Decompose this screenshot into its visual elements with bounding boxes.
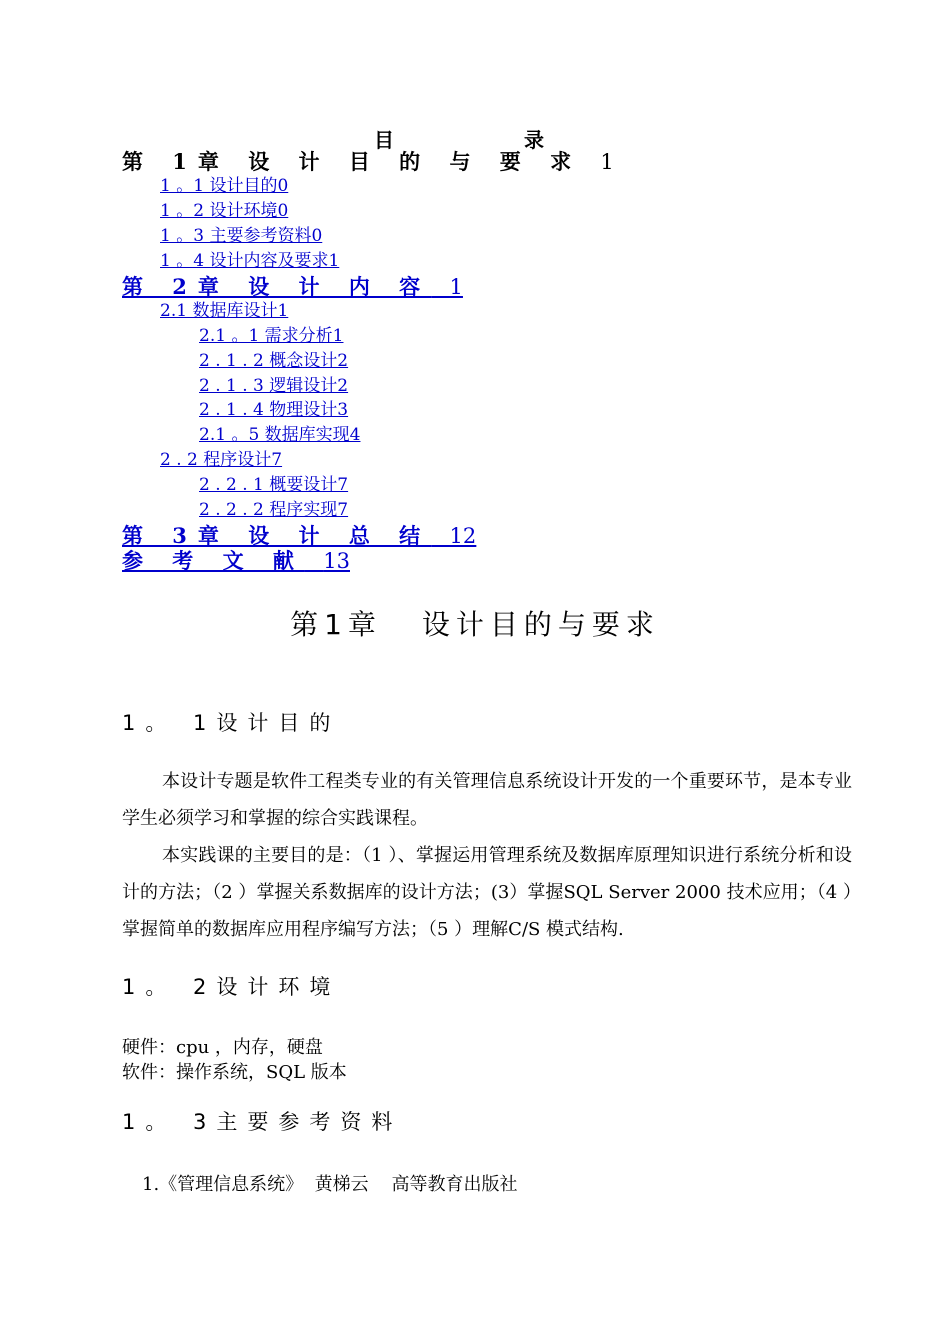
toc-item-1-4[interactable]: 1 。4 设计内容及要求1: [160, 251, 340, 271]
toc-item-2-2[interactable]: 2 . 2 程序设计7: [160, 450, 283, 470]
toc-item-2-1[interactable]: 2.1 数据库设计1: [160, 301, 289, 321]
toc-chapter-label: 第 2章 设 计 内 容: [122, 274, 432, 299]
toc-item-2-1-1[interactable]: 2.1 。1 需求分析1: [199, 326, 344, 346]
section-1-2-heading: 1。 2设计环境: [122, 975, 341, 999]
chapter-title: [0, 603, 950, 643]
toc-chapter-1[interactable]: [122, 149, 614, 175]
toc-chapter-page: 13: [323, 549, 350, 573]
toc-title-char2: 录: [524, 128, 544, 152]
toc-title-char1: 目: [374, 128, 394, 152]
toc-chapter-3[interactable]: [122, 523, 476, 549]
toc-item-1-1[interactable]: 1 。1 设计目的0: [160, 176, 289, 196]
toc-item-2-1-4[interactable]: 2 . 1 . 4 物理设计3: [199, 400, 349, 420]
toc-chapter-2[interactable]: [122, 274, 463, 300]
toc-item-2-1-2[interactable]: 2 . 1 . 2 概念设计2: [199, 351, 349, 371]
paragraph: 本实践课的主要目的是：（1 ）、掌握运用管理系统及数据库原理知识进行系统分析和设计的方法；（2 ）掌握关系数据库的设计方法；(3）掌握SQL Server 2000 技术应用；（4 ）掌握简单的数据库应用程序编写方法；（5 ）理解C/S 模式结构.: [122, 845, 852, 940]
toc-chapter-label: 第 1章 设 计 目 的 与 要 求: [122, 149, 583, 174]
toc-item-1-2[interactable]: 1 。2 设计环境0: [160, 201, 289, 221]
section-1-3-heading: 1。 3主要参考资料: [122, 1110, 403, 1134]
toc-references[interactable]: [122, 548, 350, 574]
section-1-1-body: [122, 763, 852, 948]
toc-chapter-page: 1: [449, 275, 463, 299]
toc-chapter-page: 12: [449, 524, 477, 548]
toc-chapter-label: 第 3章 设 计 总 结: [122, 523, 432, 548]
paragraph: 本设计专题是软件工程类专业的有关管理信息系统设计开发的一个重要环节，是本专业学生必须学习和掌握的综合实践课程。: [122, 771, 852, 829]
toc-item-2-2-1[interactable]: 2 . 2 . 1 概要设计7: [199, 475, 349, 495]
toc-chapter-page: 1: [600, 150, 614, 174]
toc-chapter-label: 参 考 文 献: [122, 548, 305, 573]
chapter-heading: 设计目的与要求: [421, 608, 660, 641]
reference-item: 1.《管理信息系统》 黄梯云 高等教育出版社: [142, 1174, 518, 1195]
software-line: 软件：操作系统，SQL 版本: [122, 1062, 347, 1083]
section-1-1-heading: 1。 1设计目的: [122, 711, 341, 735]
toc-item-1-3[interactable]: 1 。3 主要参考资料0: [160, 226, 323, 246]
chapter-number: 第1章: [290, 608, 382, 641]
hardware-line: 硬件：cpu ，内存，硬盘: [122, 1037, 323, 1058]
toc-item-2-1-5[interactable]: 2.1 。5 数据库实现4: [199, 425, 361, 445]
toc-item-2-1-3[interactable]: 2 . 1 . 3 逻辑设计2: [199, 376, 349, 396]
toc-item-2-2-2[interactable]: 2 . 2 . 2 程序实现7: [199, 500, 349, 520]
